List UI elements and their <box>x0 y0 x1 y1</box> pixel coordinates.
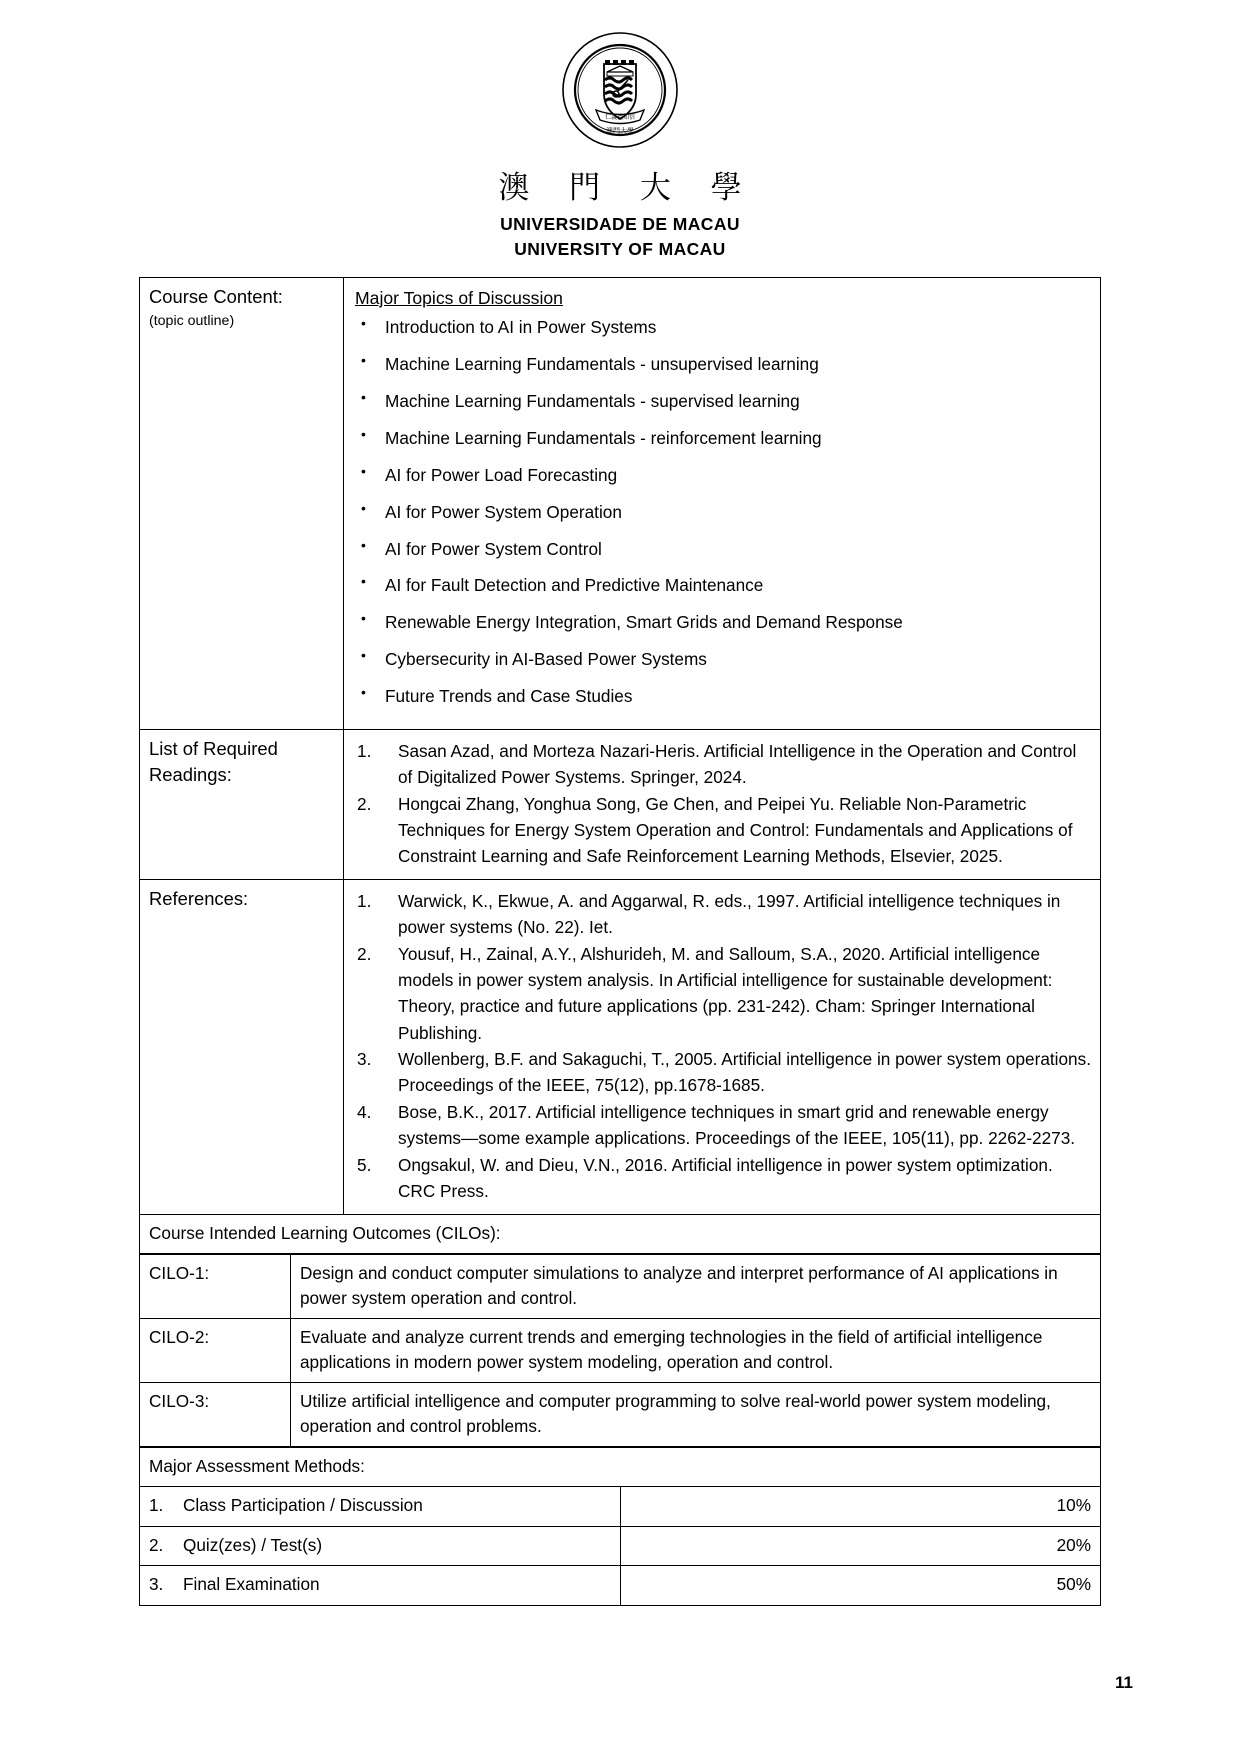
references-value-cell <box>344 880 1101 1215</box>
major-topics-heading: Major Topics of Discussion <box>355 288 563 308</box>
course-topics-list <box>353 315 1091 709</box>
references-label-cell <box>140 880 344 1215</box>
cilos-heading: Course Intended Learning Outcomes (CILOs): <box>140 1215 1101 1254</box>
assessment-item-1-name: Class Participation / Discussion <box>183 1495 423 1516</box>
cilo-2-text: Evaluate and analyze current trends and emerging technologies in the field of artificial intelligence applications in modern power system modeling, operation and control. <box>291 1319 1101 1383</box>
assessment-item-3-name: Final Examination <box>183 1574 320 1595</box>
assessment-item-3-weight: 50% <box>620 1566 1101 1605</box>
required-readings-label-cell <box>140 730 344 880</box>
table-row-assessment-3 <box>140 1566 1101 1605</box>
document-header <box>0 0 1240 260</box>
svg-text:仁義禮知信: 仁義禮知信 <box>604 114 636 121</box>
assessment-item-1-weight: 10% <box>620 1487 1101 1526</box>
cilo-1-label: CILO-1: <box>140 1255 291 1319</box>
cilo-3-label: CILO-3: <box>140 1383 291 1447</box>
list-item: Hongcai Zhang, Yonghua Song, Ge Chen, and Peipei Yu. Reliable Non-Parametric Techniques for Energy System Operation and Control: Fundamentals and Applications of Constraint Learning and Safe Reinforcement Learning Methods, Elsevier, 2025. <box>398 793 1073 867</box>
required-readings-list <box>353 738 1091 869</box>
list-item: Ongsakul, W. and Dieu, V.N., 2016. Artificial intelligence in power system optimization. CRC Press. <box>398 1154 1053 1201</box>
list-item: • AI for Power System Operation <box>353 500 1091 524</box>
list-item: • AI for Power System Control <box>353 537 1091 561</box>
table-row-assessment-2 <box>140 1526 1101 1565</box>
course-content-label: Course Content: <box>149 286 283 307</box>
table-row-assessment-heading <box>140 1447 1101 1486</box>
svg-text:澳門大學: 澳門大學 <box>606 127 634 135</box>
assessment-item-1-index: 1. <box>149 1495 164 1516</box>
table-row-assessment-1 <box>140 1487 1101 1526</box>
assessment-item-3 <box>140 1566 621 1605</box>
list-item: • Machine Learning Fundamentals - supervised learning <box>353 389 1091 413</box>
university-name-portuguese: UNIVERSIDADE DE MACAU <box>500 214 740 234</box>
assessment-item-3-index: 3. <box>149 1574 164 1595</box>
list-item: • Machine Learning Fundamentals - unsupervised learning <box>353 352 1091 376</box>
list-item: Wollenberg, B.F. and Sakaguchi, T., 2005. Artificial intelligence in power system operations. Proceedings of the IEEE, 75(12), pp.1678-1685. <box>398 1049 1091 1096</box>
university-name-english: UNIVERSITY OF MACAU <box>514 239 726 259</box>
assessment-table <box>139 1447 1101 1606</box>
references-label: References: <box>149 888 249 910</box>
references-list <box>353 888 1091 1204</box>
table-row-cilo-3 <box>140 1383 1101 1447</box>
cilos-table <box>139 1254 1101 1447</box>
assessment-item-2-weight: 20% <box>620 1526 1101 1565</box>
syllabus-table <box>139 277 1101 1254</box>
table-row-course-content <box>140 278 1101 730</box>
list-item: • Renewable Energy Integration, Smart Grids and Demand Response <box>353 610 1091 634</box>
required-readings-value-cell <box>344 730 1101 880</box>
university-name-chinese: 澳 門 大 學 <box>498 170 758 205</box>
table-row-cilo-1 <box>140 1255 1101 1319</box>
table-row-cilos-heading <box>140 1215 1101 1254</box>
required-readings-label: List of Required Readings: <box>149 738 278 786</box>
syllabus-table-wrapper <box>139 277 1101 1606</box>
assessment-heading: Major Assessment Methods: <box>140 1447 1101 1486</box>
list-item: Warwick, K., Ekwue, A. and Aggarwal, R. eds., 1997. Artificial intelligence techniques in power systems (No. 22). Iet. <box>398 891 1061 938</box>
list-item: • Cybersecurity in AI-Based Power Systems <box>353 647 1091 671</box>
list-item: Sasan Azad, and Morteza Nazari-Heris. Artificial Intelligence in the Operation and Control of Digitalized Power Systems. Springer, 2024. <box>398 741 1077 788</box>
course-content-sublabel: (topic outline) <box>149 313 235 330</box>
table-row-cilo-2 <box>140 1319 1101 1383</box>
list-item: • Introduction to AI in Power Systems <box>353 315 1091 339</box>
assessment-item-2-name: Quiz(zes) / Test(s) <box>183 1534 323 1555</box>
cilo-3-text: Utilize artificial intelligence and computer programming to solve real-world power system modeling, operation and control problems. <box>291 1383 1101 1447</box>
table-row-required-readings <box>140 730 1101 880</box>
course-content-label-cell <box>140 278 344 730</box>
list-item: • AI for Power Load Forecasting <box>353 463 1091 487</box>
assessment-item-2 <box>140 1526 621 1565</box>
list-item: • Machine Learning Fundamentals - reinforcement learning <box>353 426 1091 450</box>
list-item: Yousuf, H., Zainal, A.Y., Alshurideh, M. and Salloum, S.A., 2020. Artificial intelligence models in power system analysis. In Artificial intelligence for sustainable development: Theory, practice and future applications (pp. 231-242). Cham: Springer International Publishing. <box>398 944 1053 1043</box>
course-content-value-cell <box>344 278 1101 730</box>
university-crest-icon <box>560 30 680 150</box>
cilo-1-text: Design and conduct computer simulations to analyze and interpret performance of AI applications in power system operation and control. <box>291 1255 1101 1319</box>
table-row-references <box>140 880 1101 1215</box>
assessment-item-1 <box>140 1487 621 1526</box>
list-item: • Future Trends and Case Studies <box>353 684 1091 708</box>
list-item: Bose, B.K., 2017. Artificial intelligence techniques in smart grid and renewable energy systems—some example applications. Proceedings of the IEEE, 105(11), pp. 2262-2273. <box>398 1101 1076 1149</box>
assessment-item-2-index: 2. <box>149 1534 164 1555</box>
cilo-2-label: CILO-2: <box>140 1319 291 1383</box>
list-item: • AI for Fault Detection and Predictive Maintenance <box>353 573 1091 597</box>
page-number: 11 <box>1115 1673 1133 1692</box>
